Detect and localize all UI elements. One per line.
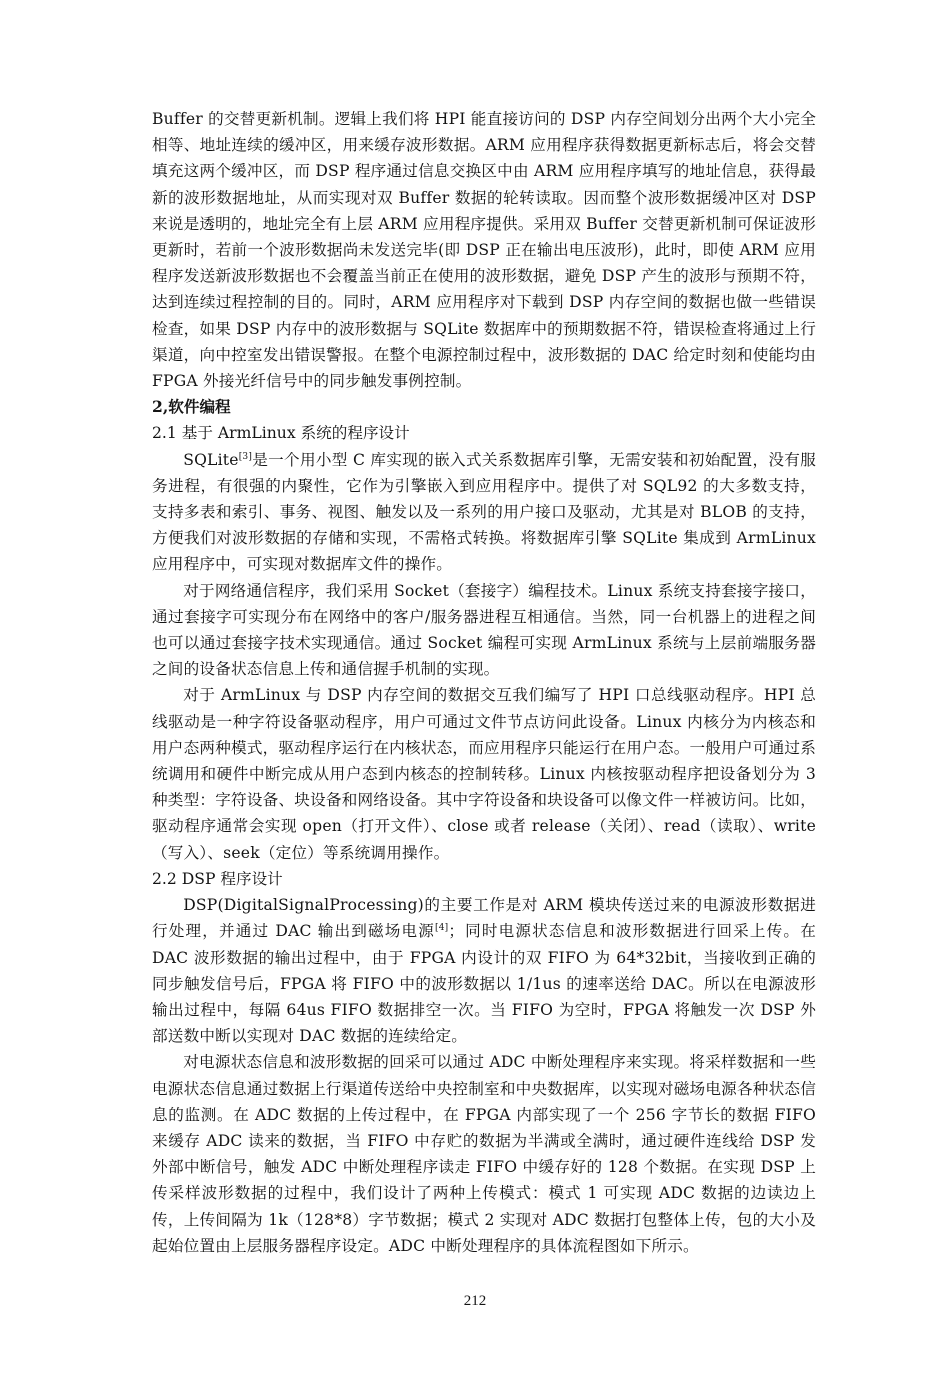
section-heading-software: 2,软件编程 — [152, 397, 231, 417]
paragraph-hpi-driver: 对于 ArmLinux 与 DSP 内存空间的数据交互我们编写了 HPI 口总线驱动程序。HPI 总线驱动是一种字符设备驱动程序，用户可通过文件节点访问此设备。Linux 内核分为内核态和用户态两种模式，驱动程序运行在内核状态，而应用程序只能运行在用户态。一般用户可通过系统调用和硬件中断完成从用户态到内核态的控制转移。Linux 内核按驱动程序把设备划分为 3 种类型：字符设备、块设备和网络设备。其中字符设备和块设备可以像文件一样被访问。比如，驱动程序通常会实现 open（打开文件）、close 或者 release（关闭）、read（读取）、write（写入）、seek（定位）等系统调用操作。 — [152, 686, 816, 862]
sqlite-term: SQLite — [183, 450, 239, 469]
page-number: 212 — [463, 1293, 487, 1309]
sqlite-text: 是一个用小型 C 库实现的嵌入式关系数据库引擎，无需安装和初始配置，没有服务进程，有很强的内聚性，它作为引擎嵌入到应用程序中。提供了对 SQL92 的大多数支持，支持多表和索引、事务、视图、触发以及一系列的用户接口及驱动，尤其是对 BLOB 的支持，方便我们对波形数据的存储和实现，不需格式转换。将数据库引擎 SQLite 集成到 ArmLinux 应用程序中，可实现对数据库文件的操作。 — [152, 450, 816, 574]
paragraph-adc: 对电源状态信息和波形数据的回采可以通过 ADC 中断处理程序来实现。将采样数据和一些电源状态信息通过数据上行渠道传送给中央控制室和中央数据库，以实现对磁场电源各种状态信息的监测。在 ADC 数据的上传过程中，在 FPGA 内部实现了一个 256 字节长的数据 FIFO 来缓存 ADC 读来的数据，当 FIFO 中存贮的数据为半满或全满时，通过硬件连线给 DSP 发外部中断信号，触发 ADC 中断处理程序读走 FIFO 中缓存好的 128 个数据。在实现 DSP 上传采样波形数据的过程中，我们设计了两种上传模式：模式 1 可实现 ADC 数据的边读边上传，上传间隔为 1k（128*8）字节数据；模式 2 实现对 ADC 数据打包整体上传，包的大小及起始位置由上层服务器程序设定。ADC 中断处理程序的具体流程图如下所示。 — [152, 1053, 816, 1255]
subsection-heading-dsp: 2.2 DSP 程序设计 — [152, 869, 283, 888]
dsp-text-rest: ；同时电源状态信息和波形数据进行回采上传。在 DAC 波形数据的输出过程中，由于 FPGA 内设计的双 FIFO 为 64*32bit，当接收到正确的同步触发信号后，FPGA 将 FIFO 中的波形数据以 1/1us 的速率送给 DAC。所以在电源波形输出过程中，每隔 64us FIFO 数据排空一次。当 FIFO 为空时，FPGA 将触发一次 DSP 外部送数中断以实现对 DAC 数据的连续给定。 — [152, 922, 816, 1046]
citation-3: [3] — [238, 451, 253, 462]
page-body — [152, 106, 816, 1259]
dsp-text-start: DSP(DigitalSignalProcessing)的主要工作是对 ARM 模块传送过来的电源波形数据进行处理，并通过 DAC 输出到磁场电源 — [152, 896, 816, 941]
paragraph-dsp — [152, 892, 816, 1049]
subsection-heading-armlinux: 2.1 基于 ArmLinux 系统的程序设计 — [152, 424, 410, 443]
paragraph-sqlite — [152, 447, 816, 578]
paragraph-socket: 对于网络通信程序，我们采用 Socket（套接字）编程技术。Linux 系统支持套接字接口，通过套接字可实现分布在网络中的客户/服务器进程互相通信。当然，同一台机器上的进程之间也可以通过套接字技术实现通信。通过 Socket 编程可实现 ArmLinux 系统与上层前端服务器之间的设备状态信息上传和通信握手机制的实现。 — [152, 581, 816, 679]
citation-4: [4] — [435, 923, 449, 934]
paragraph-double-buffer: Buffer 的交替更新机制。逻辑上我们将 HPI 能直接访问的 DSP 内存空间划分出两个大小完全相等、地址连续的缓冲区，用来缓存波形数据。ARM 应用程序获得数据更新标志后，将会交替填充这两个缓冲区，而 DSP 程序通过信息交换区中由 ARM 应用程序填写的地址信息，获得最新的波形数据地址，从而实现对双 Buffer 数据的轮转读取。因而整个波形数据缓冲区对 DSP 来说是透明的，地址完全有上层 ARM 应用程序提供。采用双 Buffer 交替更新机制可保证波形更新时，若前一个波形数据尚未发送完毕(即 DSP 正在输出电压波形)，此时，即使 ARM 应用程序发送新波形数据也不会覆盖当前正在使用的波形数据，避免 DSP 产生的波形与预期不符，达到连续过程控制的目的。同时，ARM 应用程序对下载到 DSP 内存空间的数据也做一些错误检查，如果 DSP 内存中的波形数据与 SQLite 数据库中的预期数据不符，错误检查将通过上行渠道，向中控室发出错误警报。在整个电源控制过程中，波形数据的 DAC 给定时刻和使能均由 FPGA 外接光纤信号中的同步触发事例控制。 — [152, 110, 816, 391]
